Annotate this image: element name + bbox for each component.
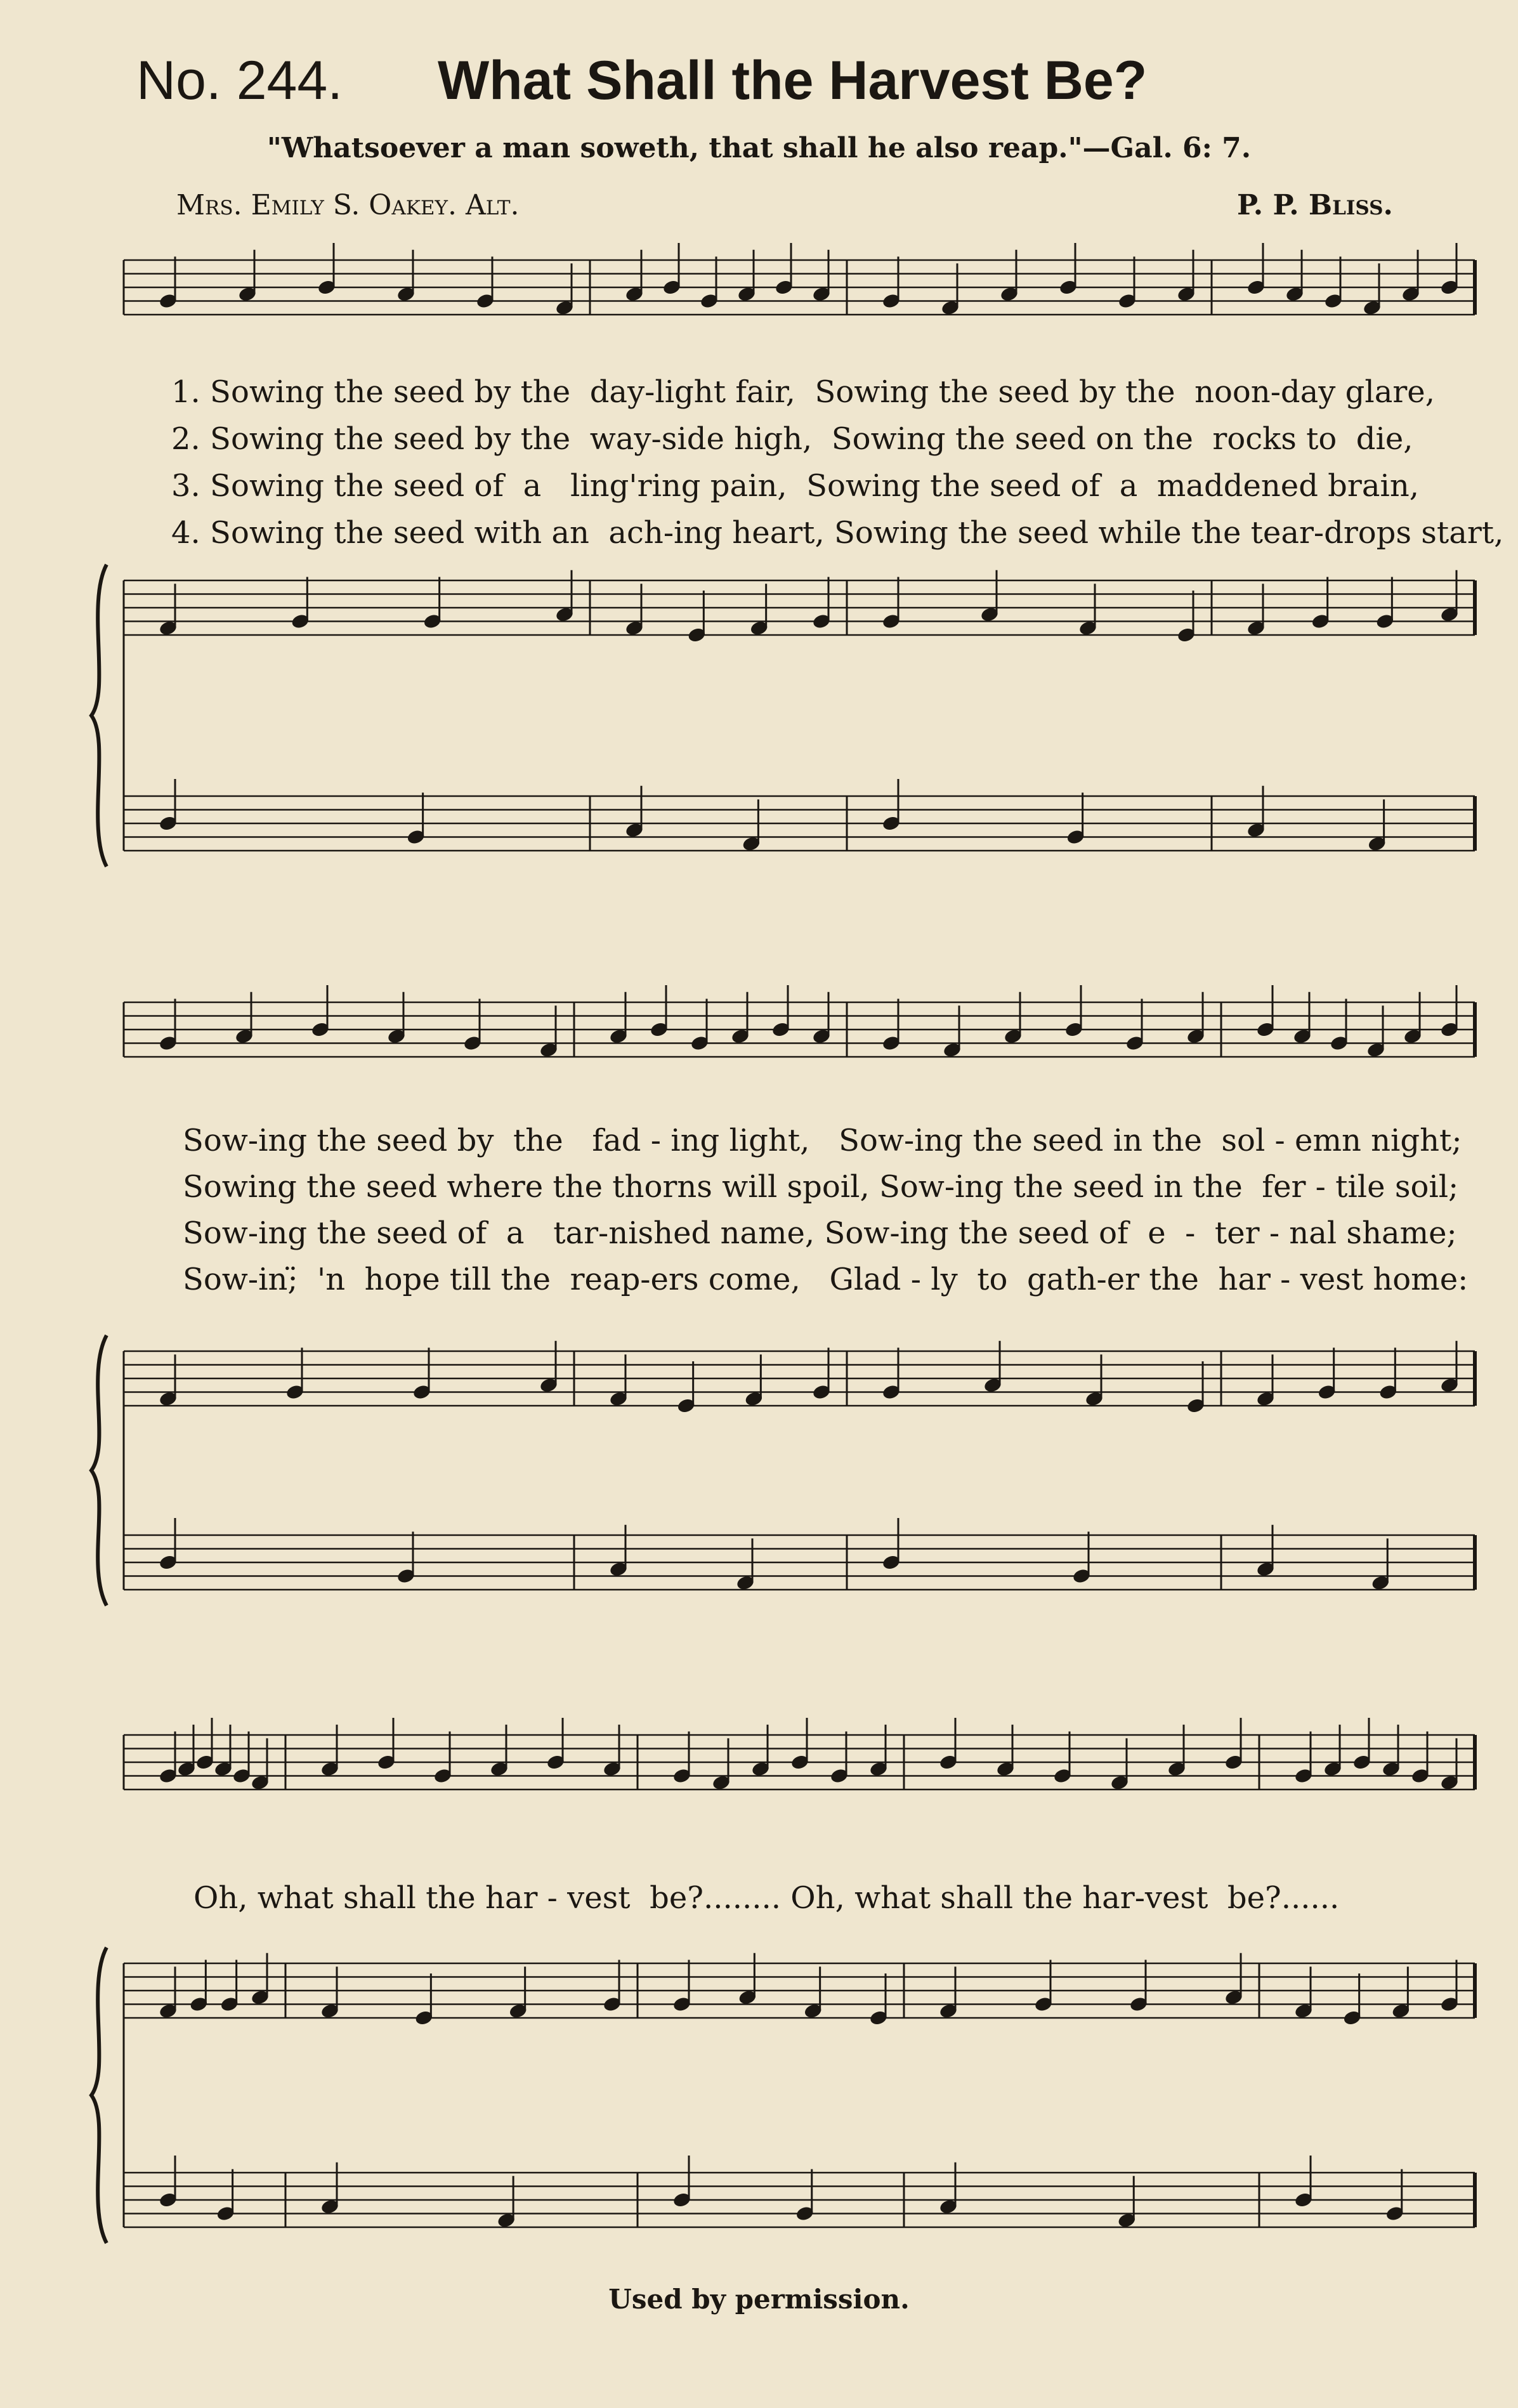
refrain-lyric: Oh, what shall the har - vest be?........ Oh, what shall the har-vest be?...... bbox=[193, 1880, 1340, 1916]
system-brace bbox=[91, 1947, 107, 2243]
accompaniment-bass-staff-3 bbox=[124, 2173, 1475, 2227]
permission-note: Used by permission. bbox=[608, 2284, 910, 2315]
system-brace bbox=[91, 1335, 107, 1606]
verse-line-3b: Sow-ing the seed of a tar-nished name, Sow-ing the seed of e - ter - nal shame; bbox=[183, 1215, 1457, 1251]
composer-credit: P. P. Bliss. bbox=[1237, 189, 1393, 221]
hymn-number: No. 244. bbox=[136, 50, 343, 111]
verse-line-2b: Sowing the seed where the thorns will spoil, Sow-ing the seed in the fer - tile soil; bbox=[183, 1169, 1459, 1205]
verse-line-4b: Sow-in;̈ 'n hope till the reap-ers come, Glad - ly to gath-er the har - vest home: bbox=[183, 1262, 1469, 1297]
verse-line-1a: 1. Sowing the seed by the day-light fair, Sowing the seed by the noon-day glare, bbox=[171, 374, 1435, 410]
scripture-epigraph: "Whatsoever a man soweth, that shall he also reap."—Gal. 6: 7. bbox=[266, 132, 1252, 164]
lyricist-credit: Mrs. Emily S. Oakey. Alt. bbox=[176, 189, 520, 221]
hymn-title: What Shall the Harvest Be? bbox=[438, 50, 1148, 111]
verse-line-4a: 4. Sowing the seed with an ach-ing heart, Sowing the seed while the tear-drops start, bbox=[171, 515, 1504, 551]
accompaniment-treble-staff-1 bbox=[124, 580, 1475, 635]
verse-line-2a: 2. Sowing the seed by the way-side high, Sowing the seed on the rocks to die, bbox=[171, 421, 1413, 457]
verse-line-1b: Sow-ing the seed by the fad - ing light, Sow-ing the seed in the sol - emn night; bbox=[183, 1123, 1462, 1158]
system-brace bbox=[91, 565, 107, 867]
verse-line-3a: 3. Sowing the seed of a ling'ring pain, Sowing the seed of a maddened brain, bbox=[171, 468, 1419, 504]
accompaniment-bass-staff-1 bbox=[124, 796, 1475, 851]
